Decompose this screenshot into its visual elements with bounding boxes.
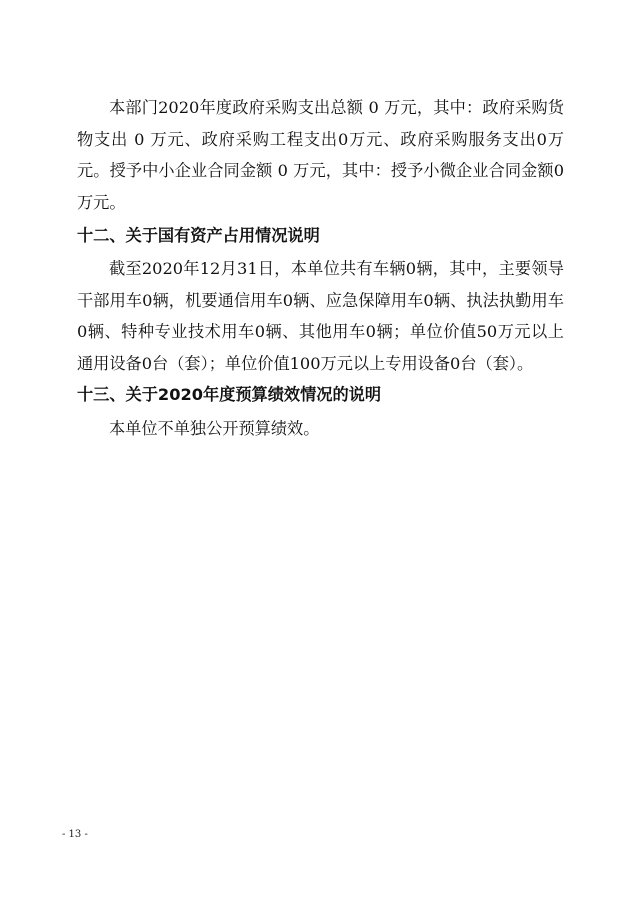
- section-heading-12: 十二、关于国有资产占用情况说明: [77, 226, 320, 245]
- performance-paragraph: 本单位不单独公开预算绩效。: [109, 419, 320, 438]
- procurement-paragraph: 本部门2020年度政府采购支出总额 0 万元，其中：政府采购货物支出 0 万元、政府采购工程支出0万元、政府采购服务支出0万元。授予中小企业合同金额 0 万元，其中：授予小微企业合同金额0万元。: [77, 98, 564, 213]
- page-number: - 13 -: [62, 829, 88, 840]
- assets-paragraph: 截至2020年12月31日，本单位共有车辆0辆，其中，主要领导干部用车0辆，机要通信用车0辆、应急保障用车0辆、执法执勤用车0辆、特种专业技术用车0辆、其他用车0辆；单位价值50万元以上通用设备0台（套）；单位价值100万元以上专用设备0台（套）。: [77, 259, 564, 374]
- section-heading-13: 十三、关于2020年度预算绩效情况的说明: [77, 385, 382, 404]
